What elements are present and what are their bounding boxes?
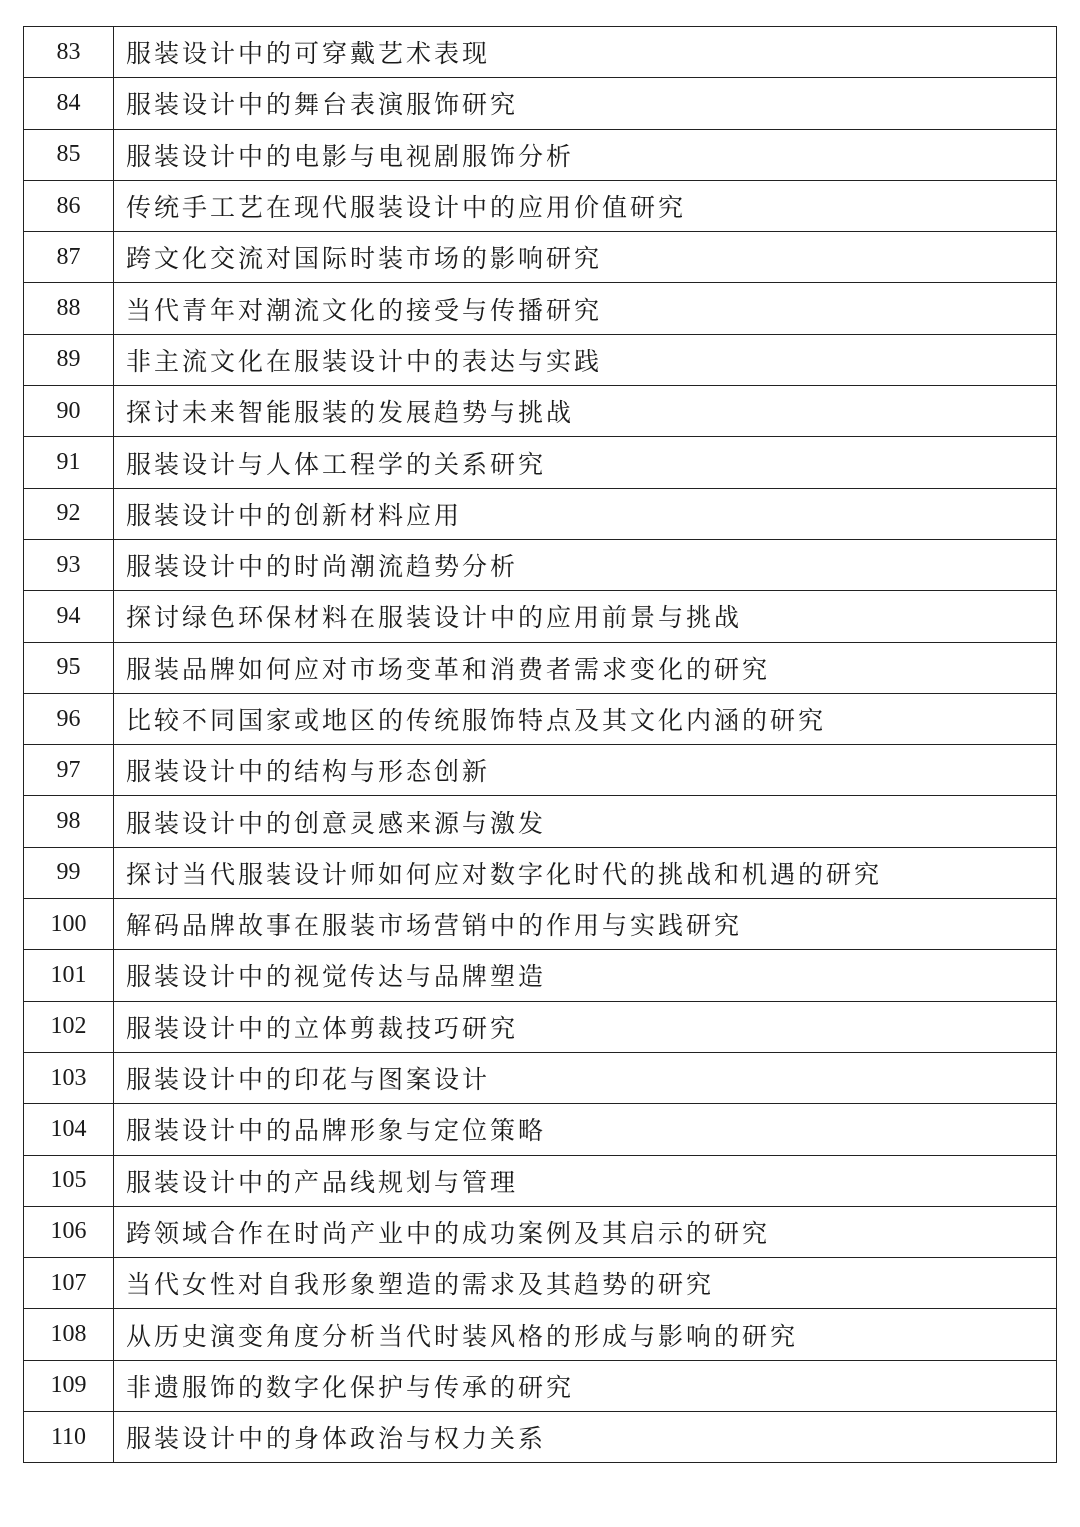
- row-title: 服装设计中的可穿戴艺术表现: [114, 27, 1057, 78]
- table-row: [24, 1309, 1057, 1360]
- table-row: [24, 1206, 1057, 1257]
- table-row: [24, 488, 1057, 539]
- row-title: 探讨未来智能服装的发展趋势与挑战: [114, 386, 1057, 437]
- table-row: [24, 950, 1057, 1001]
- row-number: 98: [24, 796, 114, 847]
- table-row: [24, 796, 1057, 847]
- row-title: 当代女性对自我形象塑造的需求及其趋势的研究: [114, 1258, 1057, 1309]
- row-number: 87: [24, 232, 114, 283]
- row-title: 探讨当代服装设计师如何应对数字化时代的挑战和机遇的研究: [114, 847, 1057, 898]
- row-title: 服装设计中的立体剪裁技巧研究: [114, 1001, 1057, 1052]
- table-row: [24, 1360, 1057, 1411]
- row-title: 服装设计中的产品线规划与管理: [114, 1155, 1057, 1206]
- row-number: 92: [24, 488, 114, 539]
- row-number: 94: [24, 591, 114, 642]
- table-row: [24, 899, 1057, 950]
- row-title: 跨文化交流对国际时装市场的影响研究: [114, 232, 1057, 283]
- row-number: 95: [24, 642, 114, 693]
- table-row: [24, 180, 1057, 231]
- row-number: 99: [24, 847, 114, 898]
- row-number: 103: [24, 1052, 114, 1103]
- table-row: [24, 437, 1057, 488]
- row-number: 84: [24, 78, 114, 129]
- row-number: 90: [24, 386, 114, 437]
- table-row: [24, 1104, 1057, 1155]
- row-number: 83: [24, 27, 114, 78]
- row-number: 96: [24, 693, 114, 744]
- table-row: [24, 693, 1057, 744]
- row-number: 105: [24, 1155, 114, 1206]
- topic-table: [23, 26, 1057, 1463]
- row-title: 传统手工艺在现代服装设计中的应用价值研究: [114, 180, 1057, 231]
- row-number: 86: [24, 180, 114, 231]
- row-title: 比较不同国家或地区的传统服饰特点及其文化内涵的研究: [114, 693, 1057, 744]
- row-title: 从历史演变角度分析当代时装风格的形成与影响的研究: [114, 1309, 1057, 1360]
- table-row: [24, 1001, 1057, 1052]
- row-title: 服装设计中的创新材料应用: [114, 488, 1057, 539]
- row-number: 97: [24, 745, 114, 796]
- row-title: 服装设计中的身体政治与权力关系: [114, 1412, 1057, 1463]
- row-title: 服装设计中的时尚潮流趋势分析: [114, 539, 1057, 590]
- row-number: 85: [24, 129, 114, 180]
- table-row: [24, 334, 1057, 385]
- table-row: [24, 642, 1057, 693]
- row-number: 107: [24, 1258, 114, 1309]
- row-title: 服装设计中的电影与电视剧服饰分析: [114, 129, 1057, 180]
- row-title: 解码品牌故事在服装市场营销中的作用与实践研究: [114, 899, 1057, 950]
- row-number: 93: [24, 539, 114, 590]
- table-row: [24, 1052, 1057, 1103]
- row-title: 服装品牌如何应对市场变革和消费者需求变化的研究: [114, 642, 1057, 693]
- row-number: 89: [24, 334, 114, 385]
- table-row: [24, 745, 1057, 796]
- row-title: 服装设计中的结构与形态创新: [114, 745, 1057, 796]
- row-title: 服装设计中的印花与图案设计: [114, 1052, 1057, 1103]
- table-row: [24, 1412, 1057, 1463]
- row-number: 101: [24, 950, 114, 1001]
- row-title: 非主流文化在服装设计中的表达与实践: [114, 334, 1057, 385]
- row-number: 91: [24, 437, 114, 488]
- row-number: 108: [24, 1309, 114, 1360]
- row-title: 跨领域合作在时尚产业中的成功案例及其启示的研究: [114, 1206, 1057, 1257]
- table-row: [24, 283, 1057, 334]
- table-row: [24, 386, 1057, 437]
- row-title: 服装设计与人体工程学的关系研究: [114, 437, 1057, 488]
- table-row: [24, 1258, 1057, 1309]
- row-title: 服装设计中的舞台表演服饰研究: [114, 78, 1057, 129]
- row-title: 当代青年对潮流文化的接受与传播研究: [114, 283, 1057, 334]
- row-number: 104: [24, 1104, 114, 1155]
- row-title: 服装设计中的创意灵感来源与激发: [114, 796, 1057, 847]
- row-number: 88: [24, 283, 114, 334]
- row-number: 110: [24, 1412, 114, 1463]
- table-row: [24, 27, 1057, 78]
- row-title: 探讨绿色环保材料在服装设计中的应用前景与挑战: [114, 591, 1057, 642]
- row-title: 非遗服饰的数字化保护与传承的研究: [114, 1360, 1057, 1411]
- table-row: [24, 78, 1057, 129]
- table-row: [24, 1155, 1057, 1206]
- table-row: [24, 591, 1057, 642]
- row-number: 100: [24, 899, 114, 950]
- topic-table-body: [24, 27, 1057, 1463]
- table-row: [24, 847, 1057, 898]
- row-number: 102: [24, 1001, 114, 1052]
- row-title: 服装设计中的视觉传达与品牌塑造: [114, 950, 1057, 1001]
- row-number: 106: [24, 1206, 114, 1257]
- row-title: 服装设计中的品牌形象与定位策略: [114, 1104, 1057, 1155]
- table-row: [24, 129, 1057, 180]
- row-number: 109: [24, 1360, 114, 1411]
- table-row: [24, 232, 1057, 283]
- table-row: [24, 539, 1057, 590]
